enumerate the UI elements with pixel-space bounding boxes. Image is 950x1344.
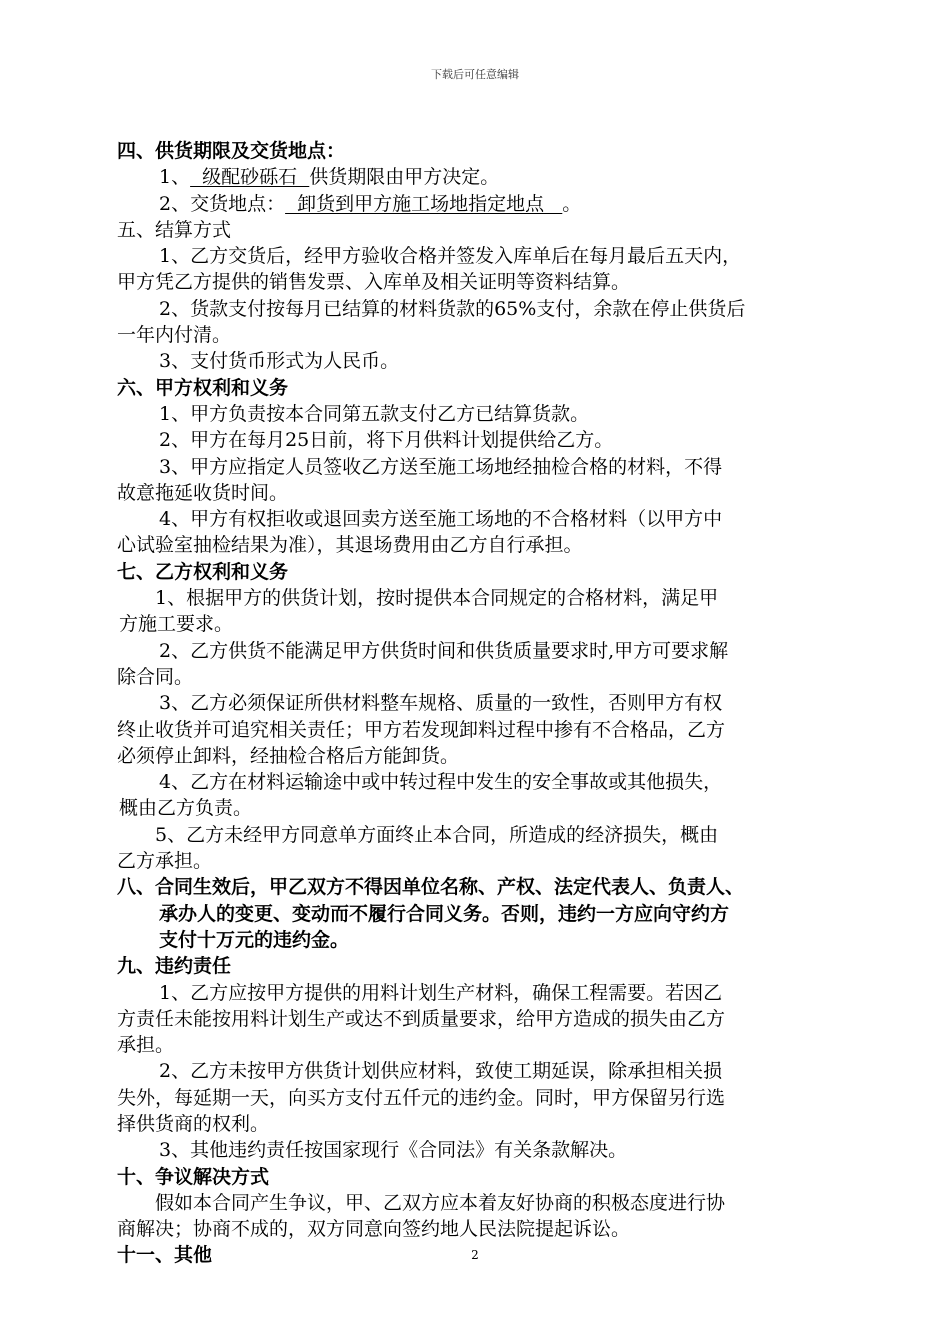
section-9-line: 3、其他违约责任按国家现行《合同法》有关条款解决。 <box>159 1139 628 1162</box>
section-4-line-2-prefix: 2、交货地点： <box>159 192 286 215</box>
section-7-line: 乙方承担。 <box>117 850 213 873</box>
section-10-line: 假如本合同产生争议，甲、乙双方应本着友好协商的积极态度进行协 <box>155 1191 726 1214</box>
section-7-line: 1、根据甲方的供货计划，按时提供本合同规定的合格材料，满足甲 <box>155 587 719 610</box>
page-number: 2 <box>471 1248 479 1262</box>
section-7-line: 除合同。 <box>117 665 194 688</box>
section-6-line: 4、甲方有权拒收或退回卖方送至施工场地的不合格材料（以甲方中 <box>159 508 723 531</box>
section-7-title: 七、乙方权利和义务 <box>117 560 289 583</box>
document-body <box>117 138 845 1269</box>
section-7-line: 必须停止卸料，经抽检合格后方能卸货。 <box>117 744 460 767</box>
section-6-line: 2、甲方在每月25日前，将下月供料计划提供给乙方。 <box>159 429 614 452</box>
section-7-line: 4、乙方在材料运输途中或中转过程中发生的安全事故或其他损失， <box>159 771 723 794</box>
section-7-line: 2、乙方供货不能满足甲方供货时间和供货质量要求时,甲方可要求解 <box>159 639 729 662</box>
section-9-line: 失外，每延期一天，向买方支付五仟元的违约金。同时，甲方保留另行选 <box>117 1086 726 1109</box>
section-5-line: 3、支付货币形式为人民币。 <box>159 350 400 373</box>
section-6-line: 3、甲方应指定人员签收乙方送至施工场地经抽检合格的材料，不得 <box>159 455 723 478</box>
section-4-line-1 <box>117 164 845 190</box>
section-6-line: 故意拖延收货时间。 <box>117 481 289 504</box>
section-7-line: 终止收货并可追究相关责任；甲方若发现卸料过程中掺有不合格品，乙方 <box>117 718 726 741</box>
section-6-line: 心试验室抽检结果为准），其退场费用由乙方自行承担。 <box>117 534 583 557</box>
section-8-line: 承办人的变更、变动而不履行合同义务。否则，违约一方应向守约方 <box>159 902 730 925</box>
section-6-line: 1、甲方负责按本合同第五款支付乙方已结算货款。 <box>159 402 590 425</box>
section-9-line: 承担。 <box>117 1034 175 1057</box>
section-4-line-1-prefix: 1、 <box>159 166 191 189</box>
section-9-line: 2、乙方未按甲方供货计划供应材料，致使工期延误，除承担相关损 <box>159 1060 723 1083</box>
section-4-line-2 <box>117 191 845 217</box>
section-5-line: 2、货款支付按每月已结算的材料货款的65%支付，余款在停止供货后 <box>159 297 746 320</box>
section-9-line: 择供货商的权利。 <box>117 1112 270 1135</box>
header-note: 下载后可任意编辑 <box>431 68 519 81</box>
section-8-line: 支付十万元的违约金。 <box>159 928 350 951</box>
section-5-title: 五、结算方式 <box>117 218 232 241</box>
section-9-line: 1、乙方应按甲方提供的用料计划生产材料，确保工程需要。若因乙 <box>159 981 723 1004</box>
section-5-line: 1、乙方交货后，经甲方验收合格并签发入库单后在每月最后五天内， <box>159 245 742 268</box>
section-6-title: 六、甲方权利和义务 <box>117 376 289 399</box>
section-5-line: 一年内付清。 <box>117 324 232 347</box>
material-name-field: 级配砂砾石 <box>190 166 310 189</box>
section-4-line-2-suffix: 。 <box>562 192 582 215</box>
section-4-line-1-suffix: 供货期限由甲方决定。 <box>309 166 500 189</box>
section-11-title: 十一、其他 <box>117 1244 213 1267</box>
delivery-location-field: 卸货到甲方施工场地指定地点 <box>285 192 563 215</box>
section-10-line: 商解决；协商不成的，双方同意向签约地人民法院提起诉讼。 <box>117 1218 631 1241</box>
section-9-title: 九、违约责任 <box>117 955 232 978</box>
section-5-line: 甲方凭乙方提供的销售发票、入库单及相关证明等资料结算。 <box>117 271 631 294</box>
section-4-title: 四、供货期限及交货地点： <box>117 140 346 162</box>
section-9-line: 方责任未能按用料计划生产或达不到质量要求，给甲方造成的损失由乙方 <box>117 1007 726 1030</box>
section-8-line: 八、合同生效后，甲乙双方不得因单位名称、产权、法定代表人、负责人、 <box>117 876 745 899</box>
section-10-title: 十、争议解决方式 <box>117 1165 270 1188</box>
section-7-line: 概由乙方负责。 <box>119 797 253 820</box>
section-7-line: 3、乙方必须保证所供材料整车规格、质量的一致性，否则甲方有权 <box>159 692 723 715</box>
section-7-line: 方施工要求。 <box>119 613 234 636</box>
section-7-line: 5、乙方未经甲方同意单方面终止本合同，所造成的经济损失，概由 <box>155 823 719 846</box>
